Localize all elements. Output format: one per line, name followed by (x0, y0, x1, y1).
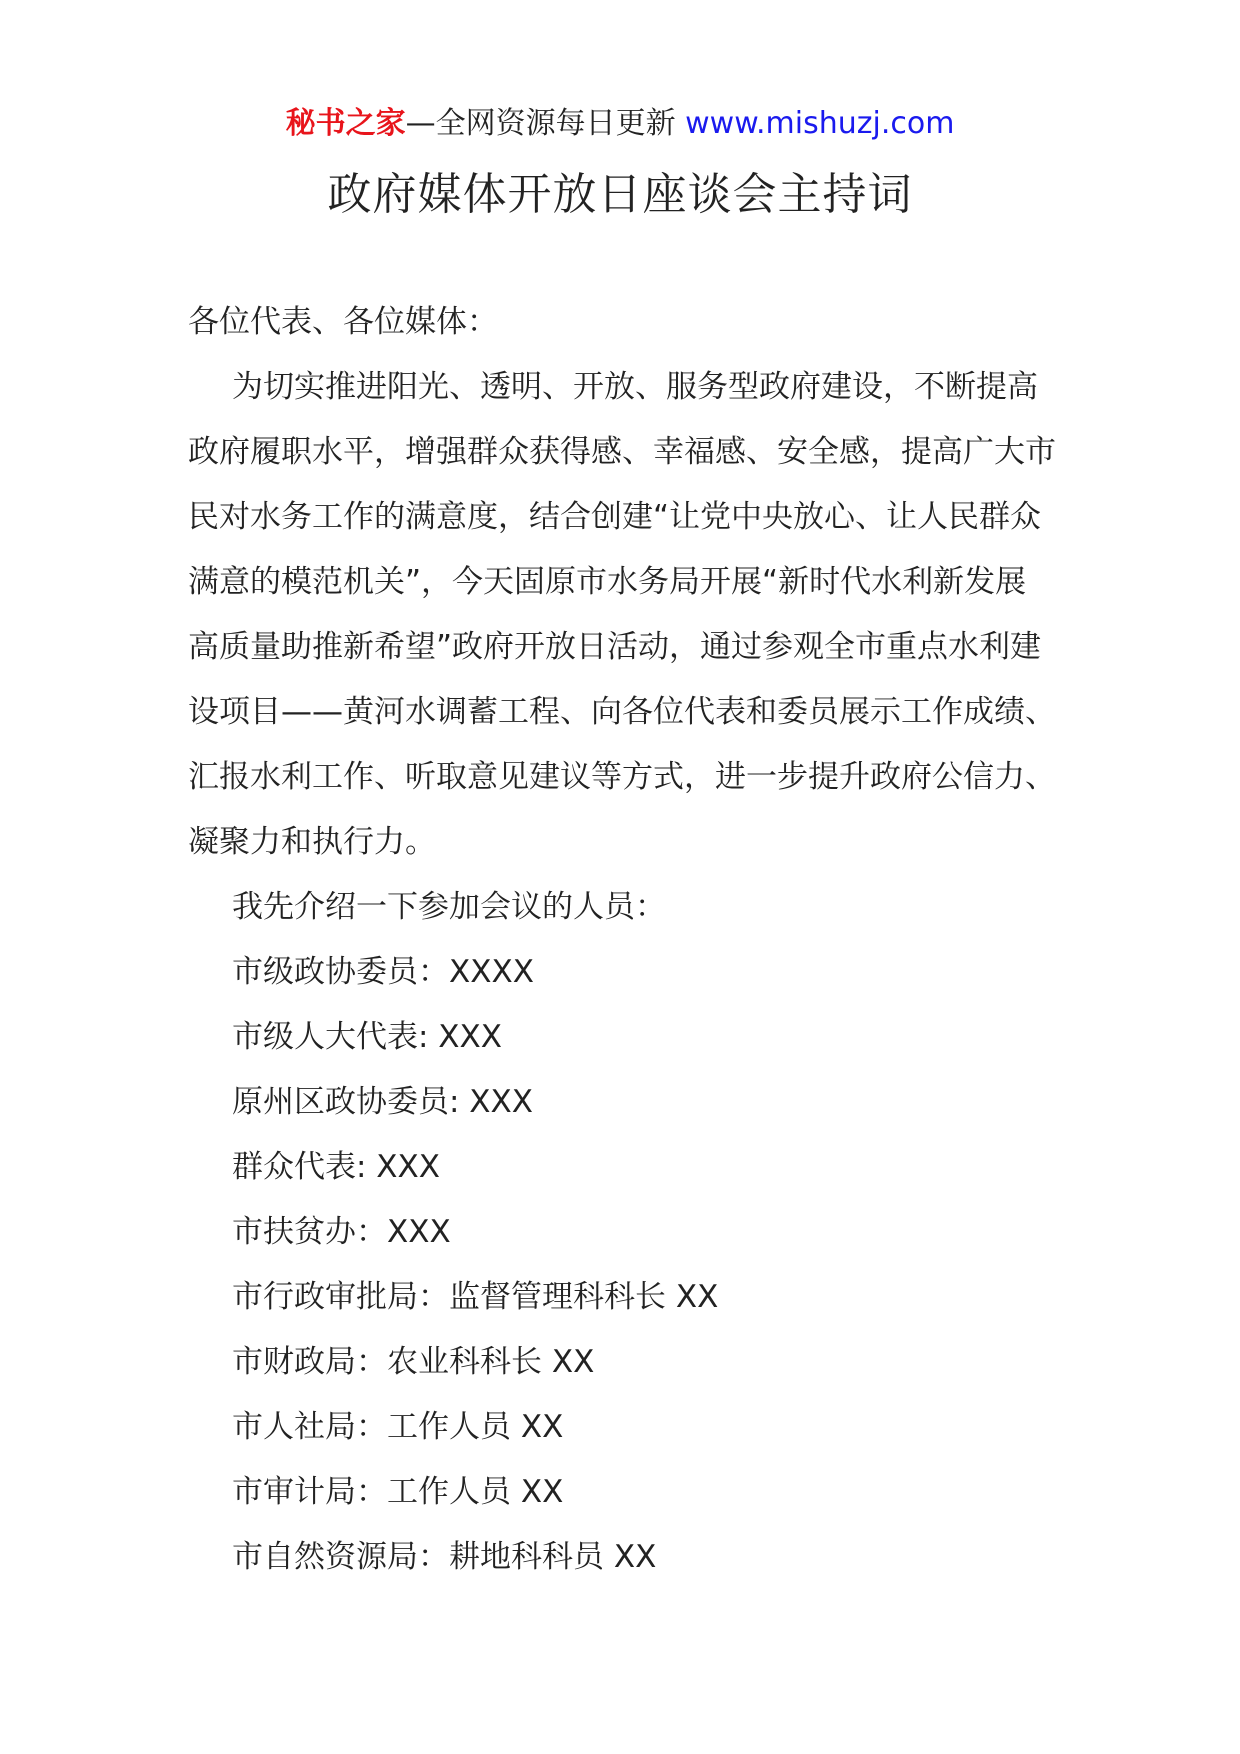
member-item: 市级人大代表: XXX (232, 1019, 503, 1055)
member-item: 市行政审批局：监督管理科科长 XX (232, 1279, 719, 1315)
member-item: 市人社局：工作人员 XX (232, 1409, 564, 1445)
site-url-link[interactable]: www.mishuzj.com (685, 106, 955, 141)
members-intro: 我先介绍一下参加会议的人员： (232, 889, 666, 925)
member-item: 市扶贫办：XXX (232, 1214, 451, 1250)
opening-paragraph: 为切实推进阳光、透明、开放、服务型政府建设，不断提高政府履职水平，增强群众获得感、幸福感、安全感，提高广大市民对水务工作的满意度，结合创建“让党中央放心、让人民群众满意的模范机关”，今天固原市水务局开展“新时代水利新发展 高质量助推新希望”政府开放日活动，通过参观全市重点水利建设项目——黄河水调蓄工程、向各位代表和委员展示工作成绩、汇报水利工作、听取意见建议等方式，进一步提升政府公信力、凝聚力和执行力。 (188, 369, 1056, 860)
salutation: 各位代表、各位媒体： (188, 304, 498, 340)
member-item: 市财政局：农业科科长 XX (232, 1344, 595, 1380)
member-item: 原州区政协委员: XXX (232, 1084, 534, 1120)
member-item: 市级政协委员：XXXX (232, 954, 534, 990)
site-tagline: —全网资源每日更新 (405, 106, 686, 141)
member-item: 群众代表: XXX (232, 1149, 441, 1185)
member-item: 市自然资源局：耕地科科员 XX (232, 1539, 657, 1575)
member-item: 市审计局：工作人员 XX (232, 1474, 564, 1510)
site-header (0, 100, 1240, 148)
document-title: 政府媒体开放日座谈会主持词 (327, 169, 913, 220)
brand-name: 秘书之家 (285, 106, 406, 141)
document-body (188, 290, 1056, 1590)
